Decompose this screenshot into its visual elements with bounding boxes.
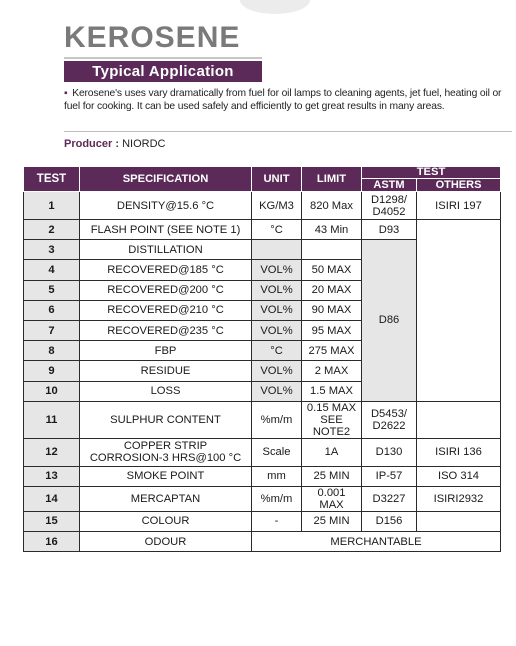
row-astm: D3227 (362, 486, 417, 511)
row-unit: VOL% (252, 361, 302, 381)
row-limit: 20 MAX (302, 280, 362, 300)
row-number: 5 (24, 280, 80, 300)
row-others: ISIRI 197 (417, 192, 501, 220)
table-row (24, 532, 501, 552)
row-specification: FLASH POINT (SEE NOTE 1) (80, 220, 252, 240)
row-specification: RECOVERED@235 °C (80, 320, 252, 340)
table-row (24, 511, 501, 531)
row-others: ISIRI 136 (417, 438, 501, 466)
producer-value: NIORDC (122, 138, 166, 150)
row-number: 2 (24, 220, 80, 240)
table-row (24, 220, 501, 240)
row-limit-line2: SEE NOTE2 (312, 413, 351, 438)
section-heading: Typical Application (64, 61, 262, 82)
row-limit: 1A (302, 438, 362, 466)
row-others (417, 511, 501, 531)
row-number: 10 (24, 381, 80, 401)
row-specification: FBP (80, 341, 252, 361)
row-number: 15 (24, 511, 80, 531)
row-specification: RESIDUE (80, 361, 252, 381)
row-astm (362, 401, 417, 438)
row-unit: VOL% (252, 300, 302, 320)
row-specification: RECOVERED@210 °C (80, 300, 252, 320)
row-limit: 90 MAX (302, 300, 362, 320)
row-specification: LOSS (80, 381, 252, 401)
row-number: 3 (24, 240, 80, 260)
row-specification: COLOUR (80, 511, 252, 531)
description-text: Kerosene's uses vary dramatically from fuel for oil lamps to cleaning agents, jet fuel, heating oil or fuel for cooking. It can be used safely and efficiently to get great results in many areas. (64, 88, 502, 112)
row-limit: 275 MAX (302, 341, 362, 361)
row-number: 4 (24, 260, 80, 280)
row-astm: D93 (362, 220, 417, 240)
row-specification (80, 438, 252, 466)
row-unit: %m/m (252, 401, 302, 438)
row-number: 11 (24, 401, 80, 438)
table-header-row (24, 167, 501, 179)
row-unit: %m/m (252, 486, 302, 511)
row-unit: - (252, 511, 302, 531)
header-test: TEST (24, 167, 80, 192)
row-limit: 95 MAX (302, 320, 362, 340)
table-row (24, 192, 501, 220)
row-astm-line2: D4052 (372, 205, 406, 218)
row-limit-line1: 0.15 MAX (306, 401, 357, 414)
header-limit: LIMIT (302, 167, 362, 192)
row-others (417, 401, 501, 438)
decorative-arc (240, 0, 310, 14)
header-specification: SPECIFICATION (80, 167, 252, 192)
row-number: 6 (24, 300, 80, 320)
header-others: OTHERS (417, 179, 501, 192)
header-unit: UNIT (252, 167, 302, 192)
row-specification: ODOUR (80, 532, 252, 552)
distillation-astm-method: D86 (362, 240, 417, 402)
row-merged-value: MERCHANTABLE (252, 532, 501, 552)
row-specification: RECOVERED@185 °C (80, 260, 252, 280)
row-specification: RECOVERED@200 °C (80, 280, 252, 300)
row-unit: Scale (252, 438, 302, 466)
row-unit: VOL% (252, 381, 302, 401)
row-number: 12 (24, 438, 80, 466)
producer-line (64, 137, 165, 151)
row-limit (302, 401, 362, 438)
row-unit: °C (252, 220, 302, 240)
row-limit: 0.001 MAX (302, 486, 362, 511)
header-test-method-group: TEST (362, 167, 501, 179)
row-astm-line2: D2622 (372, 419, 406, 432)
header-astm: ASTM (362, 179, 417, 192)
title-divider (64, 57, 262, 59)
row-others-empty (417, 220, 501, 402)
row-specification: SULPHUR CONTENT (80, 401, 252, 438)
row-limit (302, 240, 362, 260)
row-astm-line1: D5453/ (370, 407, 408, 420)
row-number: 8 (24, 341, 80, 361)
row-limit: 1.5 MAX (302, 381, 362, 401)
row-others: ISIRI2932 (417, 486, 501, 511)
row-limit: 25 MIN (302, 511, 362, 531)
row-limit: 820 Max (302, 192, 362, 220)
row-unit: VOL% (252, 320, 302, 340)
row-unit (252, 240, 302, 260)
row-number: 1 (24, 192, 80, 220)
row-others: ISO 314 (417, 466, 501, 486)
row-number: 7 (24, 320, 80, 340)
table-row (24, 466, 501, 486)
row-unit: KG/M3 (252, 192, 302, 220)
row-unit: °C (252, 341, 302, 361)
row-unit: VOL% (252, 260, 302, 280)
row-astm (362, 192, 417, 220)
table-row (24, 438, 501, 466)
row-specification-line2: CORROSION-3 HRS@100 °C (89, 452, 242, 465)
row-astm: D156 (362, 511, 417, 531)
table-row (24, 401, 501, 438)
row-specification: SMOKE POINT (80, 466, 252, 486)
row-unit: mm (252, 466, 302, 486)
row-number: 13 (24, 466, 80, 486)
description-paragraph (64, 87, 512, 113)
row-astm-line1: D1298/ (370, 193, 408, 206)
row-specification: DENSITY@15.6 °C (80, 192, 252, 220)
row-specification: MERCAPTAN (80, 486, 252, 511)
row-astm: D130 (362, 438, 417, 466)
row-limit: 2 MAX (302, 361, 362, 381)
producer-label: Producer : (64, 138, 120, 150)
bullet-icon: ▪ (64, 88, 68, 99)
row-number: 9 (24, 361, 80, 381)
specification-table (23, 166, 501, 552)
product-title: KEROSENE (64, 21, 241, 54)
row-unit: VOL% (252, 280, 302, 300)
row-number: 14 (24, 486, 80, 511)
row-astm: IP-57 (362, 466, 417, 486)
row-specification: DISTILLATION (80, 240, 252, 260)
table-row (24, 486, 501, 511)
description-divider (64, 131, 512, 132)
row-specification-line1: COPPER STRIP (123, 440, 208, 453)
row-number: 16 (24, 532, 80, 552)
row-limit: 50 MAX (302, 260, 362, 280)
row-limit: 25 MIN (302, 466, 362, 486)
row-limit: 43 Min (302, 220, 362, 240)
